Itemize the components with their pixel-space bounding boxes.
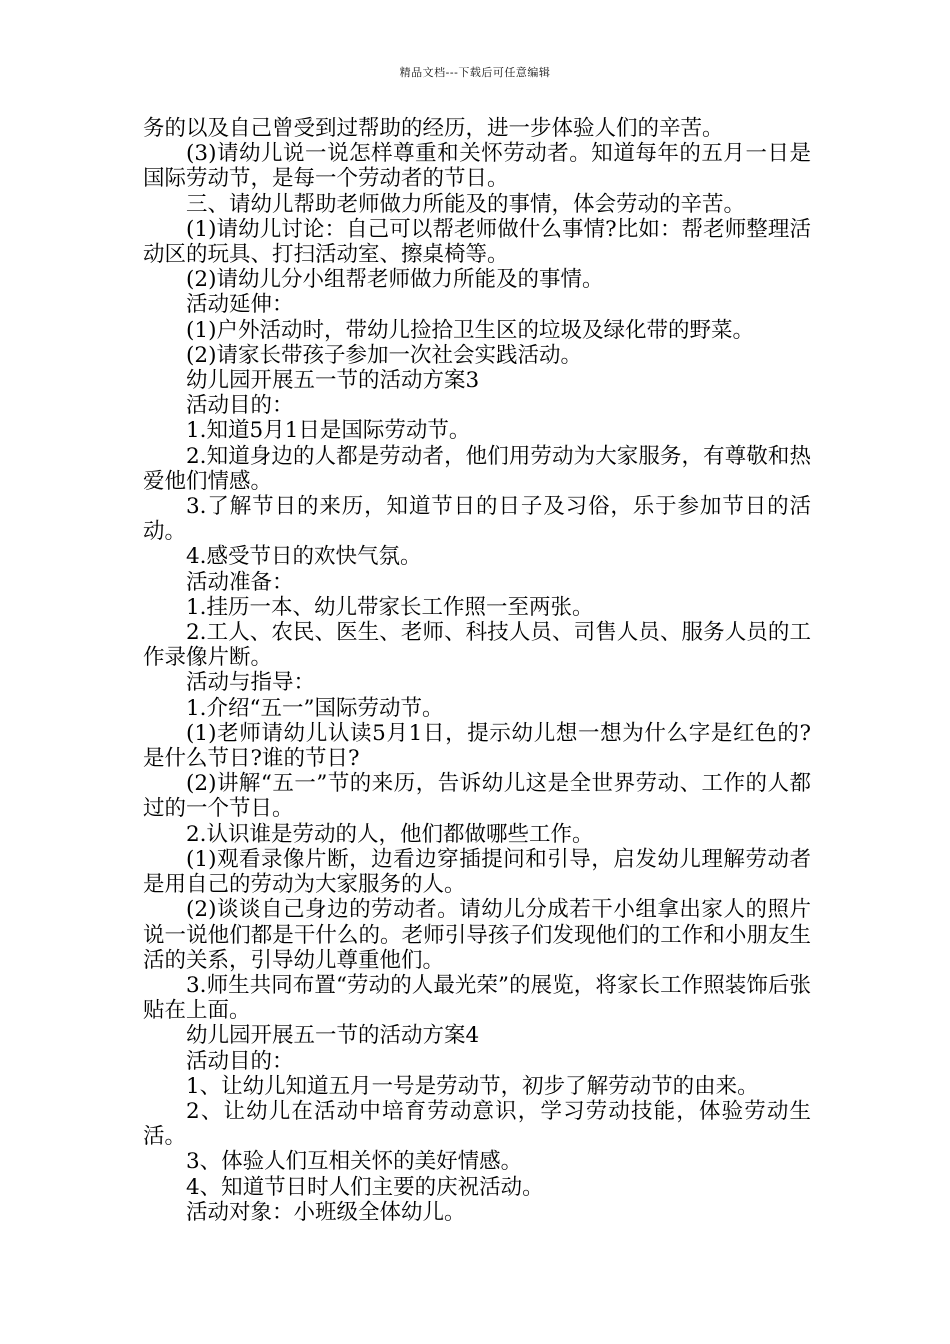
plan-title: 幼儿园开展五一节的活动方案4 xyxy=(186,1023,480,1049)
paragraph: 2.工人、农民、医生、老师、科技人员、司售人员、服务人员的工作录像片断。 xyxy=(143,620,811,671)
paragraph: (3)请幼儿说一说怎样尊重和关怀劳动者。知道每年的五月一日是国际劳动节，是每一个劳动者的节日。 xyxy=(143,141,811,192)
section-heading: 活动目的： xyxy=(186,393,294,419)
paragraph: 1、让幼儿知道五月一号是劳动节，初步了解劳动节的由来。 xyxy=(186,1073,759,1099)
section-heading: 活动与指导： xyxy=(186,670,316,696)
paragraph: 2、让幼儿在活动中培育劳动意识，学习劳动技能，体验劳动生活。 xyxy=(143,1098,811,1150)
paragraph: (1)户外活动时，带幼儿捡拾卫生区的垃圾及绿化带的野菜。 xyxy=(186,317,754,343)
paragraph: 1.挂历一本、幼儿带家长工作照一至两张。 xyxy=(186,594,594,620)
paragraph: 2.认识谁是劳动的人，他们都做哪些工作。 xyxy=(186,821,594,847)
paragraph: 2.知道身边的人都是劳动者，他们用劳动为大家服务，有尊敬和热爱他们情感。 xyxy=(143,443,811,494)
paragraph: (2)讲解“五一”节的来历，告诉幼儿这是全世界劳动、工作的人都过的一个节日。 xyxy=(143,771,811,822)
paragraph: 务的以及自己曾受到过帮助的经历，进一步体验人们的辛苦。 xyxy=(143,116,724,141)
paragraph: 3.师生共同布置“劳动的人最光荣”的展览，将家长工作照装饰后张贴在上面。 xyxy=(143,972,811,1024)
paragraph: 3.了解节日的来历，知道节日的日子及习俗，乐于参加节日的活动。 xyxy=(143,494,811,545)
paragraph: 1.介绍“五一”国际劳动节。 xyxy=(186,695,444,721)
paragraph: 4.感受节日的欢快气氛。 xyxy=(186,544,422,570)
paragraph: 3、体验人们互相关怀的美好情感。 xyxy=(186,1149,523,1175)
paragraph: 4、知道节日时人们主要的庆祝活动。 xyxy=(186,1174,544,1200)
paragraph: (1)老师请幼儿认读5月1日，提示幼儿想一想为什么字是红色的?是什么节日?谁的节日? xyxy=(143,720,811,772)
document-body xyxy=(143,116,811,1225)
paragraph: (2)谈谈自己身边的劳动者。请幼儿分成若干小组拿出家人的照片说一说他们都是干什么的。老师引导孩子们发现他们的工作和小朋友生活的关系，引导幼儿尊重他们。 xyxy=(143,897,811,973)
section-heading: 活动目的： xyxy=(186,1048,294,1074)
paragraph: (1)请幼儿讨论：自己可以帮老师做什么事情?比如：帮老师整理活动区的玩具、打扫活动室、擦桌椅等。 xyxy=(143,216,811,268)
paragraph: 活动对象：小班级全体幼儿。 xyxy=(186,1199,466,1225)
plan-title: 幼儿园开展五一节的活动方案3 xyxy=(186,368,480,394)
paragraph: (2)请家长带孩子参加一次社会实践活动。 xyxy=(186,342,582,368)
paragraph: 1.知道5月1日是国际劳动节。 xyxy=(186,418,471,444)
section-heading: 活动准备： xyxy=(186,569,294,595)
paragraph: 三、请幼儿帮助老师做力所能及的事情，体会劳动的辛苦。 xyxy=(186,191,746,217)
paragraph: (1)观看录像片断，边看边穿插提问和引导，启发幼儿理解劳动者是用自己的劳动为大家服务的人。 xyxy=(143,846,811,898)
page-header: 精品文档---下载后可任意编辑 xyxy=(399,66,551,79)
paragraph: (2)请幼儿分小组帮老师做力所能及的事情。 xyxy=(186,267,604,293)
section-heading: 活动延伸： xyxy=(186,292,294,318)
